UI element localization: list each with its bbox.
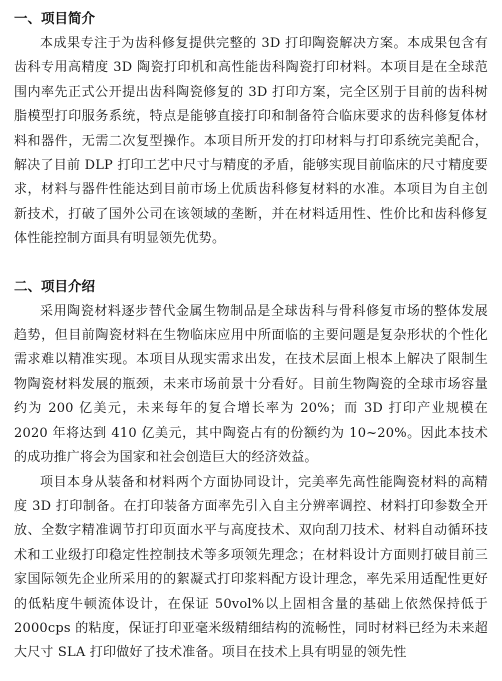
- section-heading: 一、项目简介: [14, 11, 95, 27]
- paragraph: 本成果专注于为齿科修复提供完整的 3D 打印陶瓷解决方案。本成果包含有齿科专用高精度 3D 陶瓷打印机和高性能齿科陶瓷打印材料。本项目是在全球范围内率先正式公开提出齿科陶瓷修复的 3D 打印方案，完全区别于目前的齿科树脂模型打印服务系统，特点是能够直接打印和制备符合临床要求的齿科修复体材料和器件，无需二次复型操作。本项目所开发的打印材料与打印系统完美配合，解决了目前 DLP 打印工艺中尺寸与精度的矛盾，能够实现目前临床的尺寸精度要求，材料与器件性能达到目前市场上优质齿科修复材料的水准。本项目为自主创新技术，打破了国外公司在该领域的垄断，并在材料适用性、性价比和齿科修复体性能控制方面具有明显领先优势。: [14, 36, 488, 247]
- paragraph: 采用陶瓷材料逐步替代金属生物制品是全球齿科与骨科修复市场的整体发展趋势，但目前陶瓷材料在生物临床应用中所面临的主要问题是复杂形状的个性化需求难以精准实现。本项目从现实需求出发，在技术层面上根本上解决了限制生物陶瓷材料发展的瓶颈，未来市场前景十分看好。目前生物陶瓷的全球市场容量约为 200 亿美元，未来每年的复合增长率为 20%；而 3D 打印产业规模在 2020 年将达到 410 亿美元，其中陶瓷占有的份额约为 10~20%。因此本技术的成功推广将会为国家和社会创造巨大的经济效益。: [14, 303, 488, 466]
- section-project-introduction: [14, 276, 488, 666]
- paragraph: 项目本身从装备和材料两个方面协同设计，完美率先高性能陶瓷材料的高精度 3D 打印制备。在打印装备方面率先引入自主分辨率调控、材料打印参数全开放、全数字精准调节打印页面水平与高度技术、双向刮刀技术、材料自动循环技术和工业级打印稳定性控制技术等多项领先理念；在材料设计方面则打破目前三家国际领先企业所采用的的絮凝式打印浆料配方设计理念，率先采用适配性更好的低粘度牛顿流体设计，在保证 50vol%以上固相含量的基础上依然保持低于 2000cps 的粘度，保证打印亚毫米级精细结构的流畅性，同时材料已经为未来超大尺寸 SLA 打印做好了技术准备。项目在技术上具有明显的领先性: [14, 474, 488, 661]
- section-spacer: [14, 252, 488, 276]
- section-project-summary: [14, 8, 488, 252]
- section-heading: 二、项目介绍: [14, 278, 95, 295]
